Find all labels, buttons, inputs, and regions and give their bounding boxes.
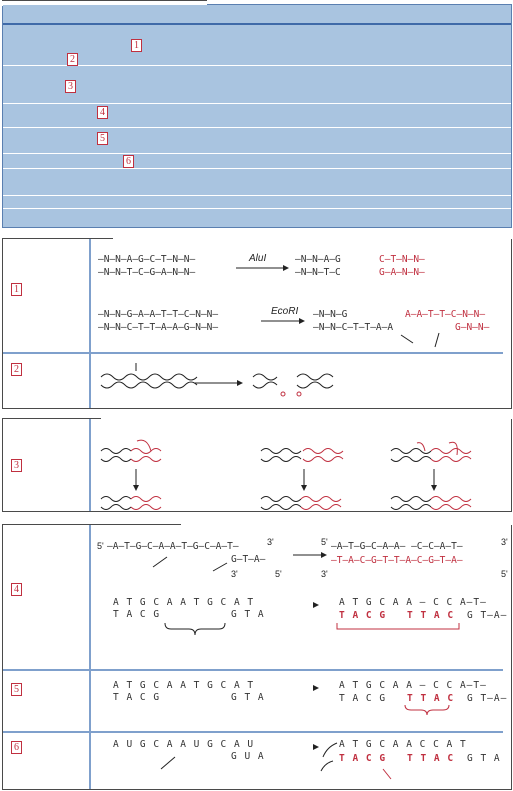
ecori-top-left: –N–N–G–A–A–T–T–C–N–N– xyxy=(98,309,219,320)
step-number-2: 2 xyxy=(11,363,22,376)
alu-right-bottom-b: G–A–N–N– xyxy=(379,267,425,278)
row4-result-end: G T–A– xyxy=(467,610,508,621)
template-3-label: 3' xyxy=(231,569,238,579)
row4-bottom-b: G T A xyxy=(231,609,265,620)
row-divider xyxy=(3,127,511,128)
primer-5-label: 5' xyxy=(97,541,104,551)
row5-result-end: G T–A– xyxy=(467,693,508,704)
row6-curve-arrow xyxy=(321,761,333,771)
template-5-label: 5' xyxy=(275,569,282,579)
row-divider xyxy=(3,168,511,169)
row5-bottom-b: G T A xyxy=(231,692,265,703)
row-number-1: 1 xyxy=(131,39,142,52)
primer-3-label: 3' xyxy=(267,537,274,547)
row6-arrowhead xyxy=(313,744,319,750)
helix-pair-right xyxy=(391,449,471,510)
primer-arrow xyxy=(153,557,167,567)
row5-result-top: A T G C A A – C C A–T– xyxy=(339,680,487,691)
row6-result-top: A T G C A A C C A T xyxy=(339,739,467,750)
row5-result-black: T A C G xyxy=(339,693,387,704)
ecori-enzyme-label: EcoRI xyxy=(271,306,299,317)
step-number-6: 6 xyxy=(11,741,22,754)
ecori-right-top-b: A–A–T–T–C–N–N– xyxy=(405,309,486,320)
row4-result-red-b: T T A C xyxy=(407,610,455,621)
row-divider xyxy=(3,153,511,154)
step-number-1: 1 xyxy=(11,283,22,296)
helix-pair-middle xyxy=(261,449,343,510)
result-3-label: 3' xyxy=(501,537,508,547)
row6-result-red-b: T T A C xyxy=(407,753,455,764)
alu-top-left: –N–N–A–G–C–T–N–N– xyxy=(98,254,196,265)
row-divider xyxy=(3,208,511,209)
row6-curve-arrow xyxy=(323,743,337,757)
ligation-svg xyxy=(3,419,511,511)
row-number-2: 2 xyxy=(67,53,78,66)
row4-bottom-a: T A C G xyxy=(113,609,161,620)
result-3b-label: 3' xyxy=(321,569,328,579)
alu-right-bottom-a: –N–N–T–C xyxy=(295,267,341,278)
row-number-4: 4 xyxy=(97,106,108,119)
row4-top: A T G C A A T G C A T xyxy=(113,597,255,608)
result-top-sequence: –A–T–G–C–A–A– –C–C–A–T– xyxy=(331,541,463,552)
phosphate-marker xyxy=(297,392,301,396)
replication-svg xyxy=(3,525,511,789)
alu-right-top-b: C–T–N–N– xyxy=(379,254,425,265)
extension-arrowhead xyxy=(321,552,327,558)
result-5-label: 5' xyxy=(321,537,328,547)
template-sequence: G–T–A– xyxy=(231,554,266,565)
row6-red-arrow xyxy=(383,769,391,779)
down-arrowhead xyxy=(431,485,437,491)
row6-result-red-a: T A C G xyxy=(339,753,387,764)
row-number-5: 5 xyxy=(97,132,108,145)
row4-result-bracket xyxy=(337,623,459,629)
down-arrowhead xyxy=(133,485,139,491)
replication-panel xyxy=(2,524,512,790)
alu-bottom-left: –N–N–T–C–G–A–N–N– xyxy=(98,267,196,278)
phosphate-marker xyxy=(281,392,285,396)
row5-arrowhead xyxy=(313,685,319,691)
helix-intact xyxy=(101,374,197,388)
down-arrowhead xyxy=(301,485,307,491)
row5-top: A T G C A A T G C A T xyxy=(113,680,255,691)
helix-pair-left xyxy=(101,449,161,510)
summary-table xyxy=(2,4,512,228)
row6-top: A U G C A A U G C A U xyxy=(113,739,255,750)
ecori-right-bottom-a: –N–N–C–T–T–A–A xyxy=(313,322,394,333)
row-divider xyxy=(3,65,511,66)
ecori-bottom-left: –N–N–C–T–T–A–A–G–N–N– xyxy=(98,322,219,333)
alu-enzyme-label: AluI xyxy=(249,253,267,264)
step-number-3: 3 xyxy=(11,459,22,472)
ecori-cut-arrow-left xyxy=(401,335,413,343)
row4-arrowhead xyxy=(313,602,319,608)
gap-brace xyxy=(165,623,225,635)
helix-arrowhead xyxy=(237,380,243,386)
restriction-svg xyxy=(3,239,511,408)
restriction-panel xyxy=(2,238,512,409)
row6-bottom: G U A xyxy=(231,751,265,762)
row-divider xyxy=(3,103,511,104)
row4-result-red-a: T A C G xyxy=(339,610,387,621)
ecori-right-top-a: –N–N–G xyxy=(313,309,348,320)
helix-fragments xyxy=(253,374,333,388)
row6-primer-arrow xyxy=(161,757,175,769)
row-divider xyxy=(3,195,511,196)
row5-result-red: T T A C xyxy=(407,693,455,704)
ecori-right-bottom-b: G–N–N– xyxy=(455,322,490,333)
alu-right-top-a: –N–N–A–G xyxy=(295,254,341,265)
primer-sequence: –A–T–G–C–A–A–T–G–C–A–T– xyxy=(107,541,239,552)
alu-arrowhead xyxy=(283,265,289,271)
row5-result-brace xyxy=(405,705,449,715)
row-number-6: 6 xyxy=(123,155,134,168)
row6-result-end: G T A xyxy=(467,753,501,764)
ecori-arrowhead xyxy=(299,318,305,324)
ligation-panel xyxy=(2,418,512,512)
table-header-band xyxy=(3,5,511,25)
result-bottom-sequence: –T–A–C–G–T–T–A–C–G–T–A– xyxy=(331,555,463,566)
ecori-cut-arrow-right xyxy=(435,333,439,347)
row-number-3: 3 xyxy=(65,80,76,93)
result-5b-label: 5' xyxy=(501,569,508,579)
step-number-5: 5 xyxy=(11,683,22,696)
primer-arrow xyxy=(213,563,227,571)
step-number-4: 4 xyxy=(11,583,22,596)
insert-arrow xyxy=(417,443,425,451)
row5-bottom-a: T A C G xyxy=(113,692,161,703)
row4-result-top: A T G C A A – C C A–T– xyxy=(339,597,487,608)
